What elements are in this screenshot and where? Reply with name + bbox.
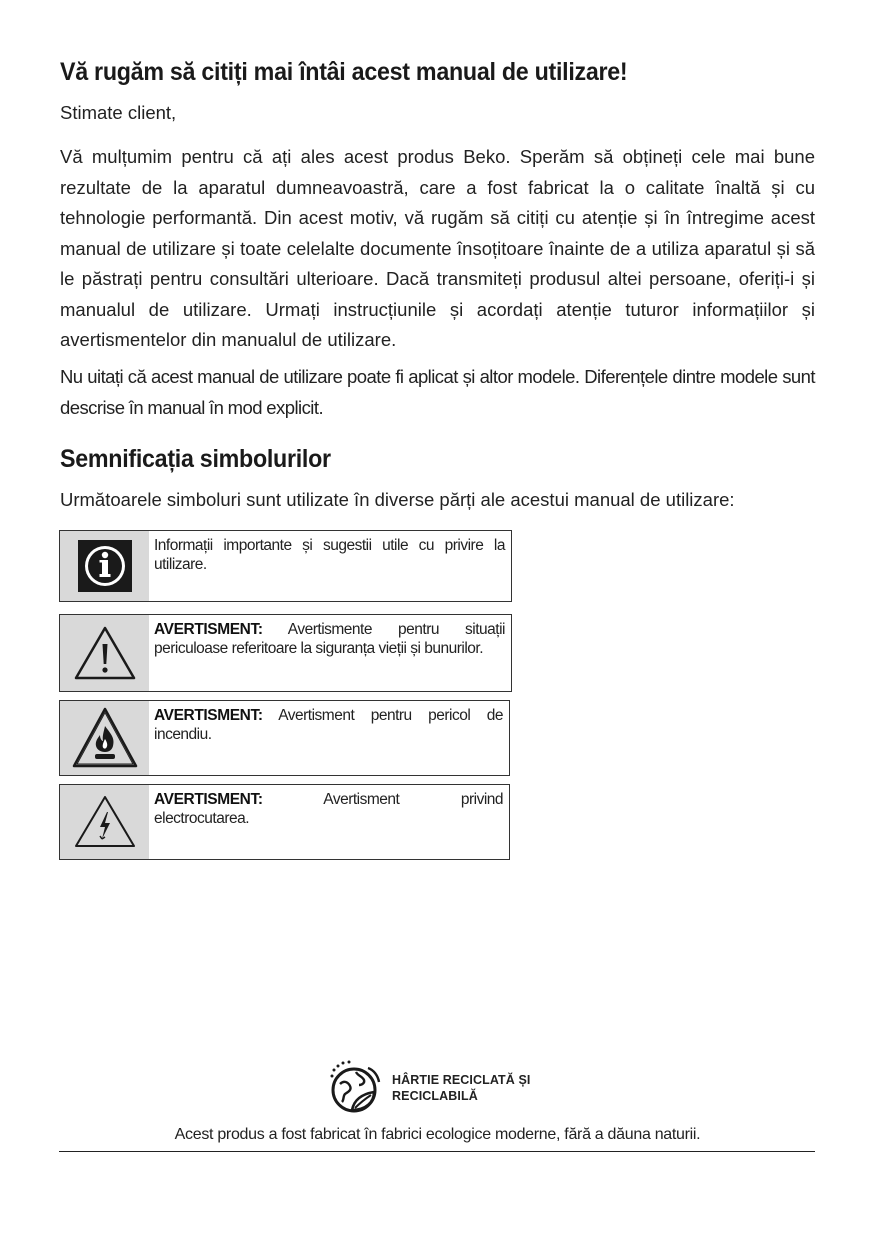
symbol-description	[149, 785, 509, 859]
symbol-text: Informații importante și sugestii utile cu privire la utilizare.	[154, 537, 505, 573]
thanks-paragraph: Vă mulțumim pentru că ați ales acest produs Beko. Sperăm să obțineți cele mai bune rezultate de la aparatul dumneavoastră, care a fost fabricat la o calitate înaltă și cu tehnologie performantă. Din acest motiv, vă rugăm să citiți cu atenție și în întregime acest manual de utilizare și toate celelalte documente însoțitoare înainte de a utiliza aparatul și să le păstrați pentru consultări ulterioare. Dacă transmiteți produsul altei persoane, oferiți-i și manualul de utilizare. Urmați instrucțiunile și acordați atenție tuturor informațiilor și avertismentelor din manualul de utilizare.	[60, 146, 815, 350]
electric-shock-icon	[73, 794, 137, 850]
symbol-text: Avertismente pentru situații periculoase referitoare la siguranța vieții și bunurilor.	[154, 621, 505, 657]
symbol-row-info	[59, 530, 512, 602]
symbols-intro: Următoarele simboluri sunt utilizate în diverse părți ale acestui manual de utilizare:	[60, 489, 735, 510]
fire-hazard-icon-cell	[60, 701, 149, 775]
symbol-row-electric	[59, 784, 510, 860]
warning-icon-cell	[60, 615, 149, 691]
symbol-row-warning	[59, 614, 512, 692]
footer-text: Acest produs a fost fabricat în fabrici ecologice moderne, fără a dăuna naturii.	[174, 1126, 701, 1143]
fire-hazard-icon	[71, 706, 139, 770]
symbol-label: AVERTISMENT:	[154, 791, 263, 808]
info-icon-cell	[60, 531, 149, 601]
warning-icon	[72, 624, 138, 682]
recycled-paper-icon	[328, 1058, 382, 1118]
symbol-description	[149, 615, 511, 691]
eco-label-line2: RECICLABILĂ	[392, 1089, 478, 1103]
footer-divider	[59, 1151, 815, 1152]
symbol-text-line2: electrocutarea.	[154, 810, 250, 827]
symbol-text: Avertisment privind	[262, 791, 503, 808]
eco-label-line1: HÂRTIE RECICLATĂ ȘI	[392, 1073, 531, 1087]
eco-label	[392, 1072, 530, 1104]
symbol-description	[149, 531, 511, 601]
page-title: Vă rugăm să citiți mai întâi acest manual de utilizare!	[60, 58, 628, 86]
electric-shock-icon-cell	[60, 785, 149, 859]
greeting: Stimate client,	[60, 102, 177, 123]
models-note-paragraph: Nu uitați că acest manual de utilizare poate fi aplicat și altor modele. Diferențele dintre modele sunt descrise în manual în mod explicit.	[60, 366, 815, 418]
symbols-heading: Semnificația simbolurilor	[60, 445, 331, 473]
eco-badge	[328, 1058, 568, 1118]
symbol-text: Avertisment pentru pericol de incendiu.	[154, 707, 503, 743]
info-icon	[77, 539, 133, 593]
symbol-row-fire	[59, 700, 510, 776]
symbol-label: AVERTISMENT:	[154, 707, 263, 724]
symbol-description	[149, 701, 509, 775]
symbol-label: AVERTISMENT:	[154, 621, 263, 638]
